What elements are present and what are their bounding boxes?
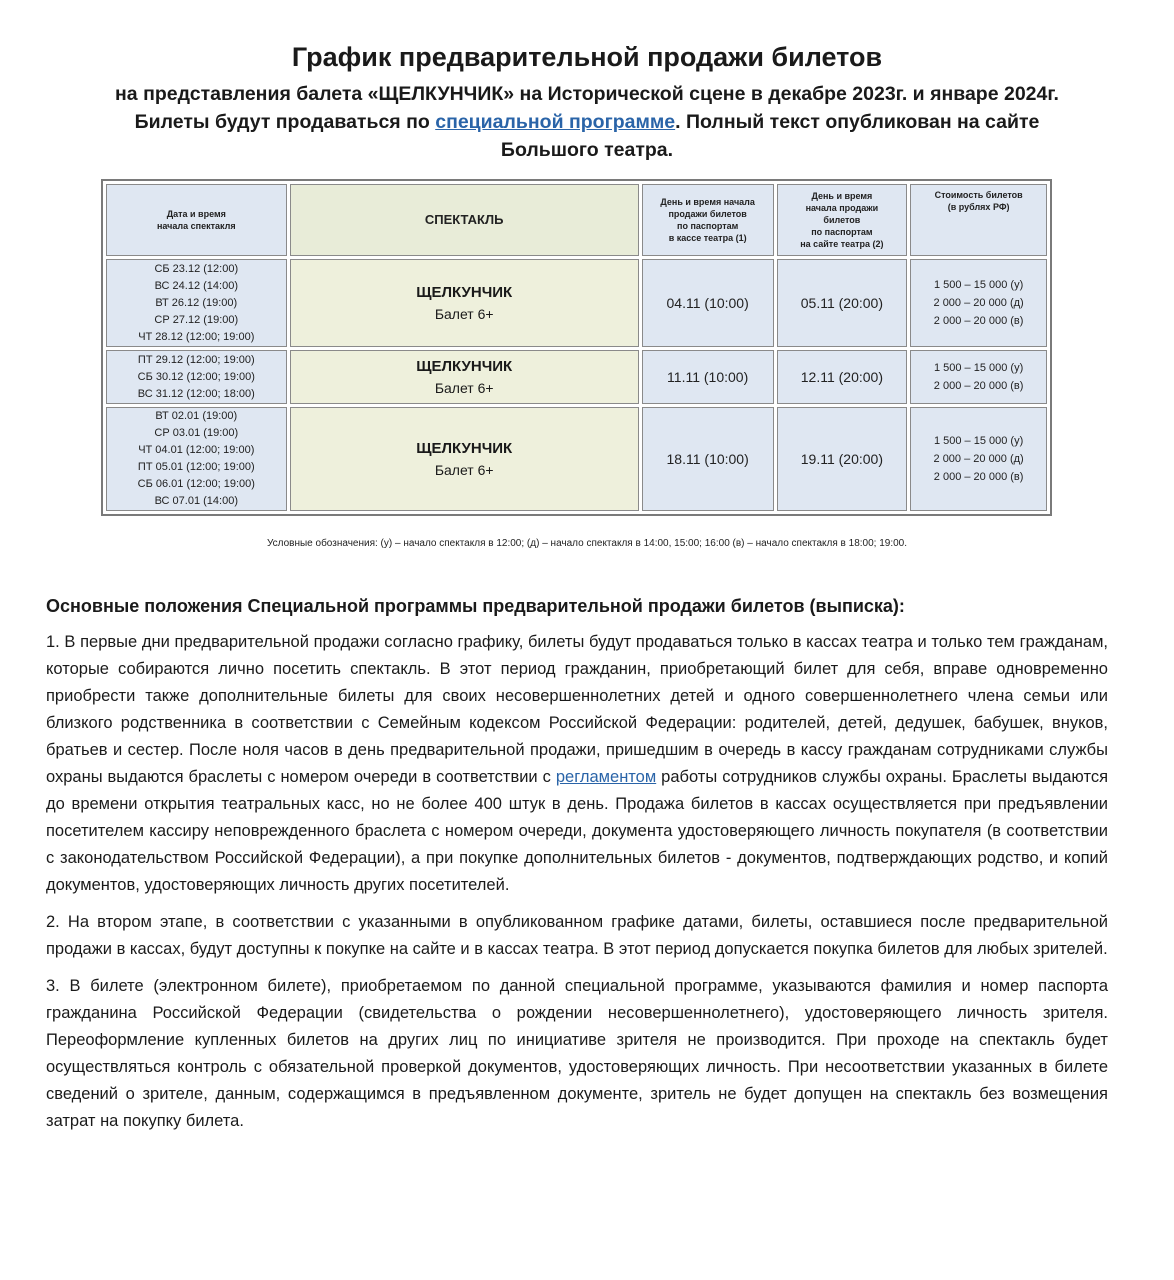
table-header-row — [106, 184, 1047, 256]
subtitle-line-2 — [0, 108, 1174, 136]
show-genre: Балет 6+ — [434, 380, 494, 396]
regulation-link[interactable]: регламентом — [555, 768, 657, 786]
performance-date: ЧТ 28.12 (12:00; 19:00) — [138, 330, 255, 343]
subtitle-line-2-end: . Полный текст опубликован на сайте — [675, 111, 1040, 133]
header-website-line: по паспортам — [811, 227, 873, 237]
website-sale-cell: 12.11 (20:00) — [777, 350, 908, 404]
show-cell — [290, 350, 639, 404]
header-price-line: (в рублях РФ) — [947, 202, 1010, 212]
show-name: ЩЕЛКУНЧИК — [416, 358, 513, 375]
show-name: ЩЕЛКУНЧИК — [416, 440, 513, 457]
header-price-line: Стоимость билетов — [934, 190, 1023, 200]
box-office-sale-cell: 11.11 (10:00) — [642, 350, 774, 404]
paragraph-1-start: 1. В первые дни предварительной продажи согласно графику, билеты будут продаваться только в кассах театра и только тем гражданам, которые собираются лично посетить спектакль. В этот период гражданин, приобретающий билет для себя, вправе одновременно приобрести также дополнительные билеты для своих несовершеннолетних детей и одного совершеннолетнего члена семьи или близкого родственника в соответствии с Семейным кодексом Российской Федерации: родителей, детей, дедушек, бабушек, внуков, братьев и сестер. После ноля часов в день предварительной продажи, пришедшим в очередь в кассу гражданам сотрудниками службы охраны выдаются браслеты с номером очереди в соответствии с — [46, 633, 1108, 786]
price-range: 1 500 – 15 000 (у) — [933, 362, 1024, 374]
paragraph-1 — [46, 629, 1108, 899]
performance-date: ВС 24.12 (14:00) — [154, 279, 238, 292]
price-range: 2 000 – 20 000 (д) — [933, 297, 1024, 309]
price-range: 2 000 – 20 000 (д) — [933, 453, 1024, 465]
performance-dates-cell — [106, 259, 287, 347]
paragraph-1-end: работы сотрудников службы охраны. Браслеты выдаются до времени открытия театральных касс, но не более 400 штук в день. Продажа билетов в кассах осуществляется при предъявлении посетителем кассиру неповрежденного браслета с номером очереди, документа удостоверяющего личность покупателя (в соответствии с законодательством Российской Федерации), а при покупке дополнительных билетов - документов, подтверждающих родство, и копий документов, удостоверяющих личность других посетителей. — [46, 768, 1108, 894]
performance-date: СБ 30.12 (12:00; 19:00) — [137, 370, 255, 383]
show-name: ЩЕЛКУНЧИК — [416, 284, 513, 301]
price-range: 2 000 – 20 000 (в) — [933, 315, 1024, 327]
header-box-office — [642, 184, 774, 256]
subtitle-line-2-start: Билеты будут продаваться по — [134, 111, 436, 133]
special-program-link[interactable]: специальной программе — [435, 111, 676, 133]
show-cell — [290, 259, 639, 347]
header-price — [910, 184, 1047, 256]
price-cell — [910, 407, 1047, 511]
website-sale-cell: 19.11 (20:00) — [777, 407, 908, 511]
performance-date: ВС 07.01 (14:00) — [154, 495, 238, 507]
document-header — [0, 40, 1174, 164]
header-website — [777, 184, 908, 256]
show-genre: Балет 6+ — [434, 306, 494, 322]
performance-date: ПТ 05.01 (12:00; 19:00) — [137, 461, 255, 473]
website-sale-cell: 05.11 (20:00) — [777, 259, 908, 347]
price-range: 1 500 – 15 000 (у) — [933, 435, 1024, 447]
table-body — [106, 259, 1047, 511]
show-genre: Балет 6+ — [434, 462, 494, 478]
performance-date: СБ 23.12 (12:00) — [154, 262, 239, 275]
performance-dates-cell — [106, 350, 287, 404]
header-box-office-line: продажи билетов — [668, 209, 747, 219]
price-cell — [910, 259, 1047, 347]
table-row — [106, 407, 1047, 511]
header-box-office-line: по паспортам — [677, 221, 739, 231]
table-row — [106, 350, 1047, 404]
price-range: 2 000 – 20 000 (в) — [933, 471, 1024, 483]
performance-date: ПТ 29.12 (12:00; 19:00) — [137, 353, 255, 366]
paragraph-3: 3. В билете (электронном билете), приобретаемом по данной специальной программе, указываются фамилия и номер паспорта гражданина Российской Федерации (свидетельства о рождении несовершеннолетнего), удостоверяющего личность зрителя. Переоформление купленных билетов на других лиц по инициативе зрителя не производится. При проходе на спектакль будет осуществляться контроль с обязательной проверкой документов, удостоверяющих личность. При несоответствии указанных в билете сведений о зрителе, данным, содержащимся в предъявленном документе, зритель не будет допущен на спектакль без возмещения затрат на покупку билета. — [46, 977, 1108, 1130]
header-show: СПЕКТАКЛЬ — [290, 184, 639, 256]
page-title: График предварительной продажи билетов — [291, 42, 883, 72]
header-box-office-line: в кассе театра (1) — [668, 233, 747, 243]
header-website-line: День и время — [811, 191, 873, 201]
schedule-table-wrapper — [101, 179, 1052, 516]
price-range: 1 500 – 15 000 (у) — [933, 279, 1024, 291]
price-cell — [910, 350, 1047, 404]
performance-date: СБ 06.01 (12:00; 19:00) — [137, 478, 255, 490]
subtitle-line-1: на представления балета «ЩЕЛКУНЧИК» на Исторической сцене в декабре 2023г. и январе 2024г. — [115, 83, 1059, 105]
performance-date: ЧТ 04.01 (12:00; 19:00) — [138, 444, 255, 456]
performance-dates-cell — [106, 407, 287, 511]
header-date — [106, 184, 287, 256]
price-range: 2 000 – 20 000 (в) — [933, 380, 1024, 392]
performance-date: ВТ 26.12 (19:00) — [155, 296, 238, 309]
performance-date: ВТ 02.01 (19:00) — [155, 410, 238, 422]
show-cell — [290, 407, 639, 511]
box-office-sale-cell: 04.11 (10:00) — [642, 259, 774, 347]
paragraph-2: 2. На втором этапе, в соответствии с указанными в опубликованном графике датами, билеты, оставшиеся после предварительной продажи в кассах, будут доступны к покупке на сайте и в кассах театра. В этот период допускается покупка билетов для любых зрителей. — [46, 913, 1108, 958]
header-website-line: на сайте театра (2) — [800, 239, 884, 249]
performance-date: СР 27.12 (19:00) — [154, 313, 239, 326]
header-date-line: начала спектакля — [156, 221, 236, 231]
legend-note: Условные обозначения: (у) – начало спектакля в 12:00; (д) – начало спектакля в 14:00, 15:00; 16:00 (в) – начало спектакля в 18:00; 19:00. — [266, 538, 908, 549]
header-box-office-line: День и время начала — [660, 197, 755, 207]
schedule-table — [101, 179, 1052, 516]
performance-date: ВС 31.12 (12:00; 18:00) — [137, 387, 255, 400]
header-website-line: начала продажи — [805, 203, 879, 213]
box-office-sale-cell: 18.11 (10:00) — [642, 407, 774, 511]
subtitle-line-3: Большого театра. — [500, 139, 674, 161]
section-title: Основные положения Специальной программы предварительной продажи билетов (выписка): — [46, 596, 905, 616]
header-date-line: Дата и время — [166, 209, 226, 219]
performance-date: СР 03.01 (19:00) — [154, 427, 239, 439]
header-website-line: билетов — [823, 215, 861, 225]
program-section — [46, 593, 1108, 1145]
table-row — [106, 259, 1047, 347]
